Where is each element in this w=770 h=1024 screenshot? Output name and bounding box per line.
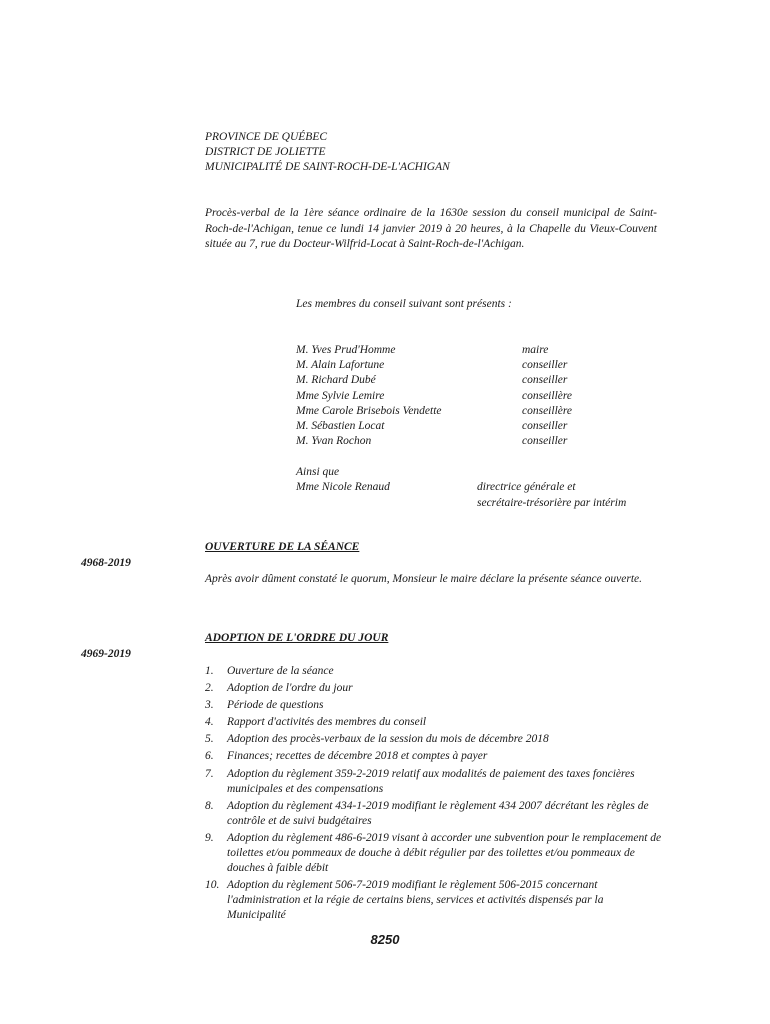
agenda-item-number: 9. — [205, 831, 214, 844]
agenda-list — [205, 664, 665, 925]
agenda-item — [205, 878, 665, 923]
member-name: M. Yvan Rochon — [296, 435, 372, 448]
district-line: DISTRICT DE JOLIETTE — [205, 146, 326, 158]
member-name: M. Sébastien Locat — [296, 419, 385, 432]
resolution-number: 4968-2019 — [81, 557, 131, 569]
member-row — [296, 373, 626, 388]
agenda-item — [205, 749, 665, 764]
agenda-item — [205, 799, 665, 829]
agenda-item — [205, 767, 665, 797]
member-name: Mme Carole Brisebois Vendette — [296, 404, 442, 417]
staff-role-line: directrice générale et — [477, 481, 576, 493]
member-role: maire — [522, 344, 549, 356]
also-present-label: Ainsi que — [296, 466, 340, 478]
agenda-item-number: 10. — [205, 878, 220, 891]
agenda-item — [205, 681, 665, 696]
attendance-intro: Les membres du conseil suivant sont présents : — [296, 298, 512, 310]
preamble-paragraph: Procès-verbal de la 1ère séance ordinaire de la 1630e session du conseil municipal de Saint-Roch-de-l'Achigan, tenue ce lundi 14 janvier 2019 à 20 heures, à la Chapelle du Vieux-Couvent située au 7, rue du Docteur-Wilfrid-Locat à Saint-Roch-de-l'Achigan. — [205, 207, 657, 250]
document-header — [205, 130, 450, 175]
agenda-item-number: 8. — [205, 799, 214, 812]
member-row — [296, 358, 626, 373]
agenda-item — [205, 715, 665, 730]
member-role: conseiller — [522, 435, 568, 448]
member-name: M. Richard Dubé — [296, 374, 376, 387]
member-role: conseillère — [522, 389, 573, 402]
agenda-item-number: 3. — [205, 699, 214, 712]
agenda-item-text: Adoption du règlement 434-1-2019 modifiant le règlement 434 2007 décrétant les règles de contrôle et de suivi budgétaires — [227, 799, 649, 827]
agenda-item-number: 7. — [205, 767, 214, 780]
opening-paragraph: Après avoir dûment constaté le quorum, Monsieur le maire déclare la présente séance ouverte. — [205, 573, 642, 585]
province-line: PROVINCE DE QUÉBEC — [205, 131, 328, 143]
resolution-number: 4969-2019 — [81, 648, 131, 660]
agenda-item-text: Adoption des procès-verbaux de la session du mois de décembre 2018 — [227, 733, 549, 746]
agenda-item-number: 4. — [205, 716, 214, 729]
member-row — [296, 343, 626, 358]
member-name: M. Yves Prud'Homme — [296, 344, 396, 356]
member-row — [296, 419, 626, 434]
agenda-item-number: 2. — [205, 682, 214, 695]
member-row — [296, 404, 626, 419]
member-row — [296, 434, 626, 449]
agenda-item-number: 1. — [205, 665, 214, 677]
agenda-item — [205, 831, 665, 876]
staff-role — [477, 480, 626, 511]
member-name: M. Alain Lafortune — [296, 359, 385, 372]
page-number: 8250 — [370, 932, 400, 947]
agenda-item-text: Adoption du règlement 486-6-2019 visant à accorder une subvention pour le remplacement de toilettes et/ou pommeaux de douche à débit régulier par des toilettes et/ou pommeaux de douches à faible débit — [227, 831, 662, 874]
member-role: conseillère — [522, 404, 573, 417]
member-role: conseiller — [522, 359, 568, 372]
agenda-item — [205, 732, 665, 747]
members-list — [296, 343, 626, 449]
member-name: Mme Sylvie Lemire — [296, 389, 385, 402]
agenda-item — [205, 664, 665, 679]
agenda-item — [205, 698, 665, 713]
agenda-item-text: Rapport d'activités des membres du conseil — [227, 716, 427, 729]
member-role: conseiller — [522, 419, 568, 432]
agenda-item-text: Adoption du règlement 506-7-2019 modifiant le règlement 506-2015 concernant l'administration et la régie de certains biens, services et activités dispensés par la Municipalité — [227, 878, 604, 921]
staff-role-line: secrétaire-trésorière par intérim — [477, 496, 627, 509]
agenda-item-text: Adoption de l'ordre du jour — [227, 682, 353, 695]
staff-name: Mme Nicole Renaud — [296, 481, 390, 493]
agenda-item-number: 5. — [205, 733, 214, 746]
agenda-item-text: Période de questions — [227, 699, 324, 712]
agenda-item-text: Ouverture de la séance — [227, 665, 334, 677]
section-title-agenda: ADOPTION DE L'ORDRE DU JOUR — [205, 632, 389, 644]
agenda-item-text: Adoption du règlement 359-2-2019 relatif aux modalités de paiement des taxes foncières municipales et des compensations — [227, 767, 635, 795]
section-title-opening: OUVERTURE DE LA SÉANCE — [205, 541, 360, 553]
member-role: conseiller — [522, 374, 568, 387]
member-row — [296, 389, 626, 404]
agenda-item-text: Finances; recettes de décembre 2018 et comptes à payer — [227, 750, 488, 763]
municipality-line: MUNICIPALITÉ DE SAINT-ROCH-DE-L'ACHIGAN — [205, 161, 450, 173]
agenda-item-number: 6. — [205, 750, 214, 763]
